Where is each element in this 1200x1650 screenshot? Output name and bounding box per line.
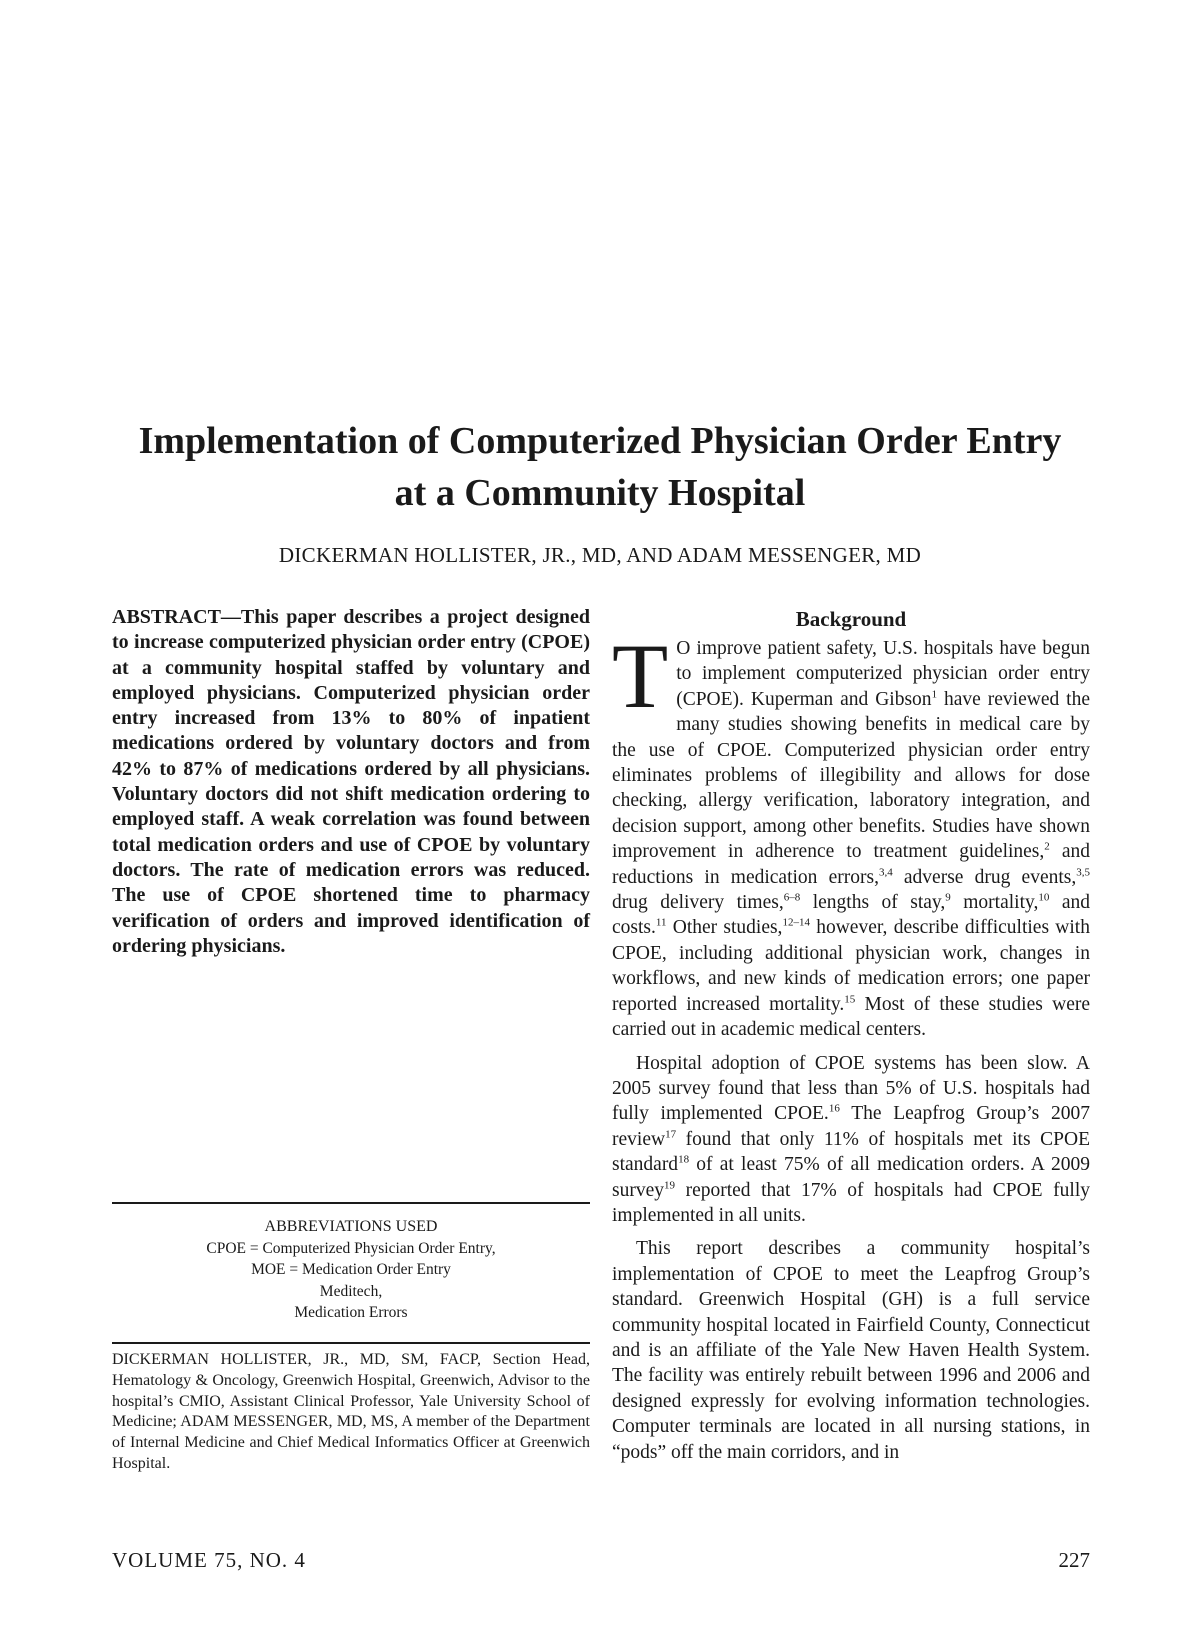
footer-volume: VOLUME 75, NO. 4: [112, 1548, 306, 1572]
text-run: have reviewed the many studies showing benefits in medical care by the use of CPOE. Computerized physician order entry eliminates problems of illegibility and allows for dose checking, allergy verification, laboratory integration, and decision support, among other benefits. Studies have shown improvement in adherence to treatment guidelines,: [612, 688, 1090, 863]
abbreviation-item: CPOE = Computerized Physician Order Entry,: [206, 1239, 496, 1257]
text-run: and costs.: [612, 892, 1090, 939]
text-run: drug delivery times,: [612, 892, 784, 914]
citation-ref: 1: [931, 688, 938, 701]
abstract: ABSTRACT—This paper describes a project designed to increase computerized physician order entry (CPOE) at a community hospital staffed by voluntary and employed physicians. Computerized physician order entry increased from 13% to 80% of inpatient medications ordered by voluntary doctors and from 42% to 87% of medications ordered by all physicians. Voluntary doctors did not shift medication ordering to employed staff. A weak correlation was found between total medication orders and use of CPOE by voluntary doctors. The rate of medication errors was reduced. The use of CPOE shortened time to pharmacy verification of orders and improved identification of ordering physicians.: [112, 606, 590, 957]
title-line-2: at a Community Hospital: [394, 472, 806, 514]
text-run: Hospital adoption of CPOE systems has been slow. A 2005 survey found that less than 5% of U.S. hospitals had fully implemented CPOE.: [612, 1052, 1090, 1125]
background-section: [612, 606, 1090, 1465]
abbreviation-item: Meditech,: [319, 1282, 383, 1300]
citation-ref: 11: [655, 916, 667, 929]
citation-ref: 12–14: [782, 916, 810, 929]
citation-ref: 17: [665, 1128, 677, 1141]
article-title: [100, 415, 1100, 519]
text-run: The Leapfrog Group’s 2007 review: [612, 1103, 1090, 1150]
body-paragraph-1: [612, 625, 1090, 1043]
footer-page-number: 227: [1058, 1548, 1090, 1572]
abbreviation-item: MOE = Medication Order Entry: [251, 1261, 451, 1278]
body-paragraph-3: This report describes a community hospital’s implementation of CPOE to meet the Leapfrog Group’s standard. Greenwich Hospital (GH) is a full service community hospital located in Fairfield County, Connecticut and is an affiliate of the Yale New Haven Health System. The facility was entirely rebuilt between 1996 and 2006 and designed expressly for evolving information technologies. Computer terminals are located in all nursing stations, in “pods” off the main corridors, and in: [612, 1238, 1090, 1463]
text-run: reported that 17% of hospitals had CPOE fully implemented in all units.: [612, 1179, 1090, 1226]
title-line-1: Implementation of Computerized Physician Order Entry: [138, 420, 1062, 462]
citation-ref: 15: [844, 993, 856, 1006]
citation-ref: 3,5: [1076, 866, 1090, 879]
text-run: Other studies,: [666, 917, 783, 939]
citation-ref: 10: [1038, 891, 1050, 904]
citation-ref: 6–8: [783, 891, 801, 904]
text-run: lengths of stay,: [800, 892, 946, 914]
abbreviations-title: ABBREVIATIONS USED: [264, 1218, 438, 1235]
citation-ref: 2: [1044, 840, 1050, 853]
author-affiliation: DICKERMAN HOLLISTER, JR., MD, SM, FACP, Section Head, Hematology & Oncology, Greenwich Hospital, Greenwich, Advisor to the hospital’s CMIO, Assistant Clinical Professor, Yale University School of Medicine; ADAM MESSENGER, MD, MS, A member of the Department of Internal Medicine and Chief Medical Informatics Officer at Greenwich Hospital.: [112, 1351, 590, 1472]
text-run: however, describe difficulties with CPOE, including additional physician work, changes in workflows, and new kinds of medication errors; one paper reported increased mortality.: [612, 917, 1090, 1015]
text-run: found that only 11% of hospitals met its CPOE standard: [612, 1128, 1090, 1176]
citation-ref: 9: [945, 891, 951, 904]
abbreviation-item: Medication Errors: [294, 1304, 408, 1321]
drop-cap: T: [612, 625, 669, 727]
citation-ref: 3,4: [878, 866, 893, 879]
citation-ref: 16: [828, 1102, 840, 1115]
author-byline: DICKERMAN HOLLISTER, JR., MD, AND ADAM MESSENGER, MD: [278, 543, 922, 567]
text-run: adverse drug events,: [892, 866, 1077, 888]
affiliation-rule: [112, 1342, 590, 1344]
abbreviations-top-rule: [112, 1202, 590, 1204]
body-paragraph-2: [612, 1051, 1090, 1229]
text-run: and reductions in medication errors,: [612, 841, 1090, 888]
text-run: O improve patient safety, U.S. hospitals have begun to implement computerized physician order entry (CPOE). Kuperman and Gibson: [676, 638, 1090, 710]
text-run: Most of these studies were carried out in academic medical centers.: [612, 993, 1090, 1041]
text-run: mortality,: [950, 892, 1039, 914]
text-run: of at least 75% of all medication orders. A 2009 survey: [612, 1154, 1090, 1201]
section-heading: Background: [795, 607, 907, 631]
citation-ref: 18: [678, 1153, 690, 1166]
abbreviations-box: [112, 1216, 590, 1324]
citation-ref: 19: [664, 1179, 675, 1192]
